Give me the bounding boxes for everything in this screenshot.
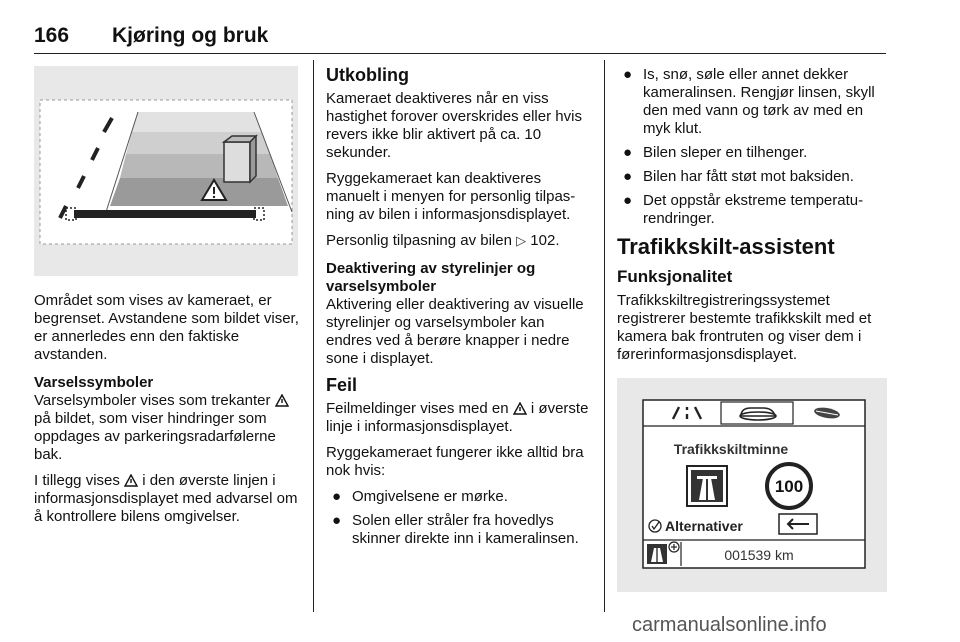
traffic-sign-paragraph: Trafikkskiltregistreringssystemet registrerer bestemte trafikkskilt med et kamera bak frontruten og viser dem i førerinformasjonsdisplayet. — [617, 292, 872, 363]
feil-heading: Feil — [326, 375, 358, 395]
page-title: Kjøring og bruk — [112, 24, 269, 47]
motorway-small-icon — [647, 544, 667, 564]
funksjonalitet-heading: Funksjonalitet — [617, 267, 733, 286]
motorway-sign-icon — [687, 466, 727, 506]
odometer-value: 001539 km — [724, 547, 794, 563]
warning-symbols-paragraph: Varselsymboler vises som trekanter på bildet, som viser hindringer som oppdages av parkeringsradarfølerne bak. — [34, 392, 300, 464]
limitations-list — [326, 488, 592, 548]
list-item: ● Omgivelsene er mørke. — [332, 488, 508, 505]
error-messages-paragraph: Feilmeldinger vises med en i øverste linje i informasjonsdisplayet. — [326, 400, 589, 435]
warning-triangle-icon — [275, 394, 289, 407]
manual-deactivation-paragraph: Ryggekameraet kan deaktiveres manuelt i menyen for personlig tilpasning av bilen i informasjonsdisplayet. — [326, 170, 576, 223]
page-header — [34, 24, 886, 54]
list-item: ● Solen eller stråler fra hovedlys skinner direkte inn i kameralinsen. — [332, 512, 579, 547]
personalization-reference: Personlig tilpasning av bilen ▷ 102. — [326, 232, 560, 249]
column-2 — [326, 66, 592, 554]
camera-area-paragraph: Området som vises av kameraet, er begrenset. Avstandene som bildet viser, er annerledes enn den faktiske avstanden. — [34, 292, 299, 363]
warning-triangle-icon — [513, 402, 527, 415]
additional-warning-paragraph: I tillegg vises i den øverste linjen i informasjonsdisplayet med advarsel om å kontrollere bilens omgivelser. — [34, 472, 298, 525]
watermark: carmanualsonline.info — [632, 614, 827, 636]
speed-limit-sign — [767, 464, 811, 508]
page-reference-arrow-icon: ▷ — [516, 233, 527, 248]
page-reference-link[interactable]: 102. — [530, 232, 560, 249]
column-divider-2 — [604, 60, 605, 612]
list-item: ● Is, snø, søle eller annet dekker kameralinsen. Rengjør linsen, skyll den med vann og tørk av med en myk klut. — [623, 66, 875, 137]
limitations-list-continued — [617, 66, 887, 228]
warning-triangle-icon — [124, 474, 138, 487]
list-item: ● Bilen har fått støt mot baksiden. — [623, 168, 854, 185]
rear-camera-illustration — [34, 66, 298, 276]
traffic-sign-assistant-heading: Trafikkskilt-assistent — [617, 234, 835, 259]
guidelines-paragraph: Aktivering eller deaktivering av visuelle styrelinjer og varselsymboler kan endres ved å berøre knapper i nedre sone i displayet. — [326, 296, 584, 367]
list-item: ● Det oppstår ekstreme temperaturendringer. — [623, 192, 864, 227]
driver-info-display — [617, 378, 887, 592]
utkobling-heading: Utkobling — [326, 65, 409, 85]
traffic-sign-display-figure — [617, 378, 887, 592]
deactivation-guidelines-heading: Deaktivering av styrelinjer og varselsymboler — [326, 260, 536, 295]
plus-circle-icon — [669, 542, 679, 552]
camera-limitations-paragraph: Ryggekameraet fungerer ikke alltid bra nok hvis: — [326, 444, 584, 479]
varselssymboler-heading: Varselssymboler — [34, 374, 154, 391]
list-item: ● Bilen sleper en tilhenger. — [623, 144, 808, 161]
speed-limit-value: 100 — [774, 477, 804, 496]
rear-camera-figure — [34, 66, 298, 276]
alternatives-label[interactable]: Alternativer — [665, 518, 743, 534]
column-3 — [617, 66, 887, 592]
page-number: 166 — [34, 24, 70, 47]
column-divider-1 — [313, 60, 314, 612]
column-1 — [34, 66, 300, 534]
display-title: Trafikkskiltminne — [673, 441, 789, 457]
deactivation-paragraph: Kameraet deaktiveres når en viss hastighet forover overskrides eller hvis revers ikke blir aktivert på ca. 10 sekunder. — [326, 90, 582, 161]
